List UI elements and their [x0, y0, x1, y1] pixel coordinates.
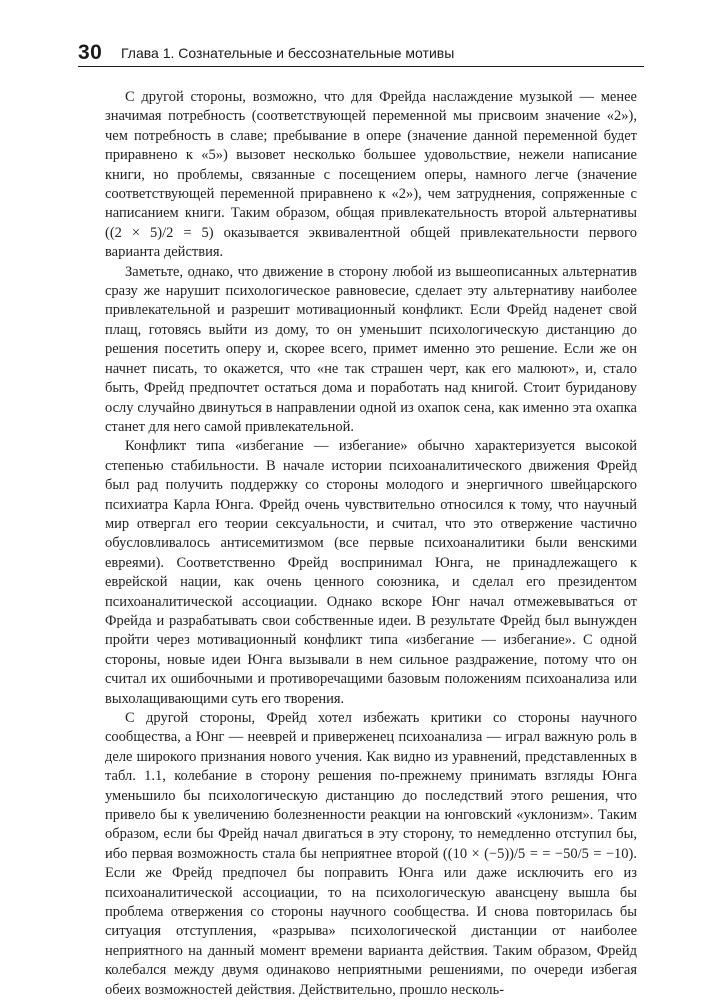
paragraph: С другой стороны, возможно, что для Фрейда наслаждение музыкой — менее значимая потребность (соответствующей переменной мы присвоим значение «2»), чем потребность в славе; пребывание в опере (значение данной переменной будет приравнено к «5») вызовет несколько большее удовольствие, нежели написание книги, но проблемы, связанные с посещением оперы, намного легче (значение соответствующей переменной приравнено к «2»), чем затруднения, сопряженные с написанием книги. Таким образом, общая привлекательность второй альтернативы ((2 × 5)/2 = 5) оказывается эквивалентной общей привлекательности первого варианта действия. — [105, 89, 637, 261]
page-number: 30 — [78, 41, 103, 64]
chapter-title: Глава 1. Сознательные и бессознательные мотивы — [121, 45, 455, 61]
paragraph: Конфликт типа «избегание — избегание» обычно характеризуется высокой степенью стабильности. В начале истории психоаналитического движения Фрейд был рад получить поддержку со стороны молодого и энергичного швейцарского психиатра Карла Юнга. Фрейд очень чувствительно относился к тому, что научный мир отвергал его теории сексуальности, и считал, что это отвержение частично обусловливалось антисемитизмом (все первые психоаналитики были венскими евреями). Соответственно Фрейд воспринимал Юнга, не принадлежащего к еврейской нации, как очень ценного союзника, и сделал его президентом психоаналитической ассоциации. Однако вскоре Юнг начал отмежевываться от Фрейда и разрабатывать свои собственные идеи. В результате Фрейд был вынужден пройти через мотивационный конфликт типа «избегание — избегание». С одной стороны, новые идеи Юнга вызывали в нем сильное раздражение, потому что он считал их ошибочными и противоречащими базовым положениям психоанализа или выхолащивающими суть его творения. — [105, 438, 637, 707]
body-text — [105, 88, 637, 1000]
paragraph: Заметьте, однако, что движение в сторону любой из вышеописанных альтернатив сразу же нарушит психологическое равновесие, сделает эту альтернативу наиболее привлекательной и разрешит мотивационный конфликт. Если Фрейд наденет свой плащ, готовясь выйти из дому, то он уменьшит психологическую дистанцию до решения посетить оперу и, скорее всего, примет именно это решение. Если же он начнет писать, то окажется, что «не так страшен черт, как его малюют», и, стало быть, Фрейд предпочтет остаться дома и поработать над книгой. Стоит буриданову ослу случайно двинуться в направлении одной из охапок сена, как именно эта охапка станет для него самой привлекательной. — [105, 263, 637, 435]
paragraph: С другой стороны, Фрейд хотел избежать критики со стороны научного сообщества, а Юнг — нееврей и приверженец психоанализа — играл важную роль в деле широкого признания нового учения. Как видно из уравнений, представленных в табл. 1.1, колебание в сторону решения по-прежнему принимать взгляды Юнга уменьшило бы психологическую дистанцию до последствий этого решения, что привело бы к увеличению болезненности реакции на юнговский «уклонизм». Таким образом, если бы Фрейд начал двигаться в эту сторону, то немедленно отступил бы, ибо первая возможность стала бы неприятнее второй ((10 × (−5))/5 = = −50/5 = −10). Если же Фрейд предпочел бы поправить Юнга или даже исключить его из психоаналитической ассоциации, то на психологическую авансцену вышла бы проблема отвержения со стороны научного сообщества. И снова повторилась бы ситуация отступления, «разрыва» психологической дистанции от наиболее неприятного на данный момент времени варианта действия. Таким образом, Фрейд колебался между двумя одинаково неприятными решениями, по очереди избегая обеих возможностей действия. Действительно, прошло несколь- — [105, 710, 637, 998]
running-header — [78, 36, 644, 67]
